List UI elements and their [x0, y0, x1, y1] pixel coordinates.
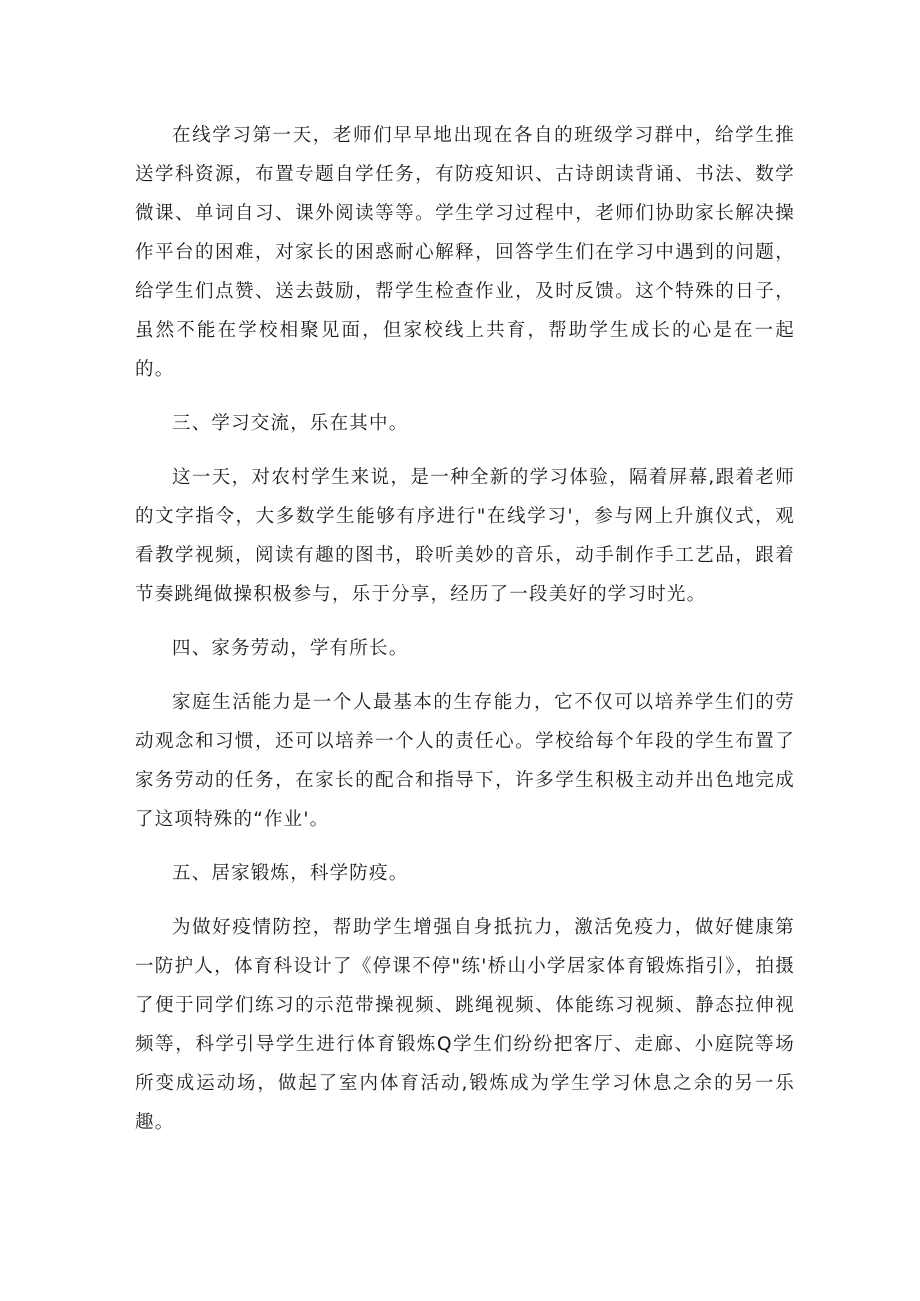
- section-heading-5: 五、居家锻炼，科学防疫。: [172, 863, 409, 884]
- paragraph-home-exercise: 为做好疫情防控，帮助学生增强自身抵抗力，激活免疫力，做好健康第一防护人，体育科设计了《停课不停"练'桥山小学居家体育锻炼指引》，拍摄了便于同学们练习的示范带操视频、跳绳视频、体能练习视频、静态拉伸视频等，科学引导学生进行体育锻炼Q学生们纷纷把客厅、走廊、小庭院等场所变成运动场，做起了室内体育活动,锻炼成为学生学习休息之余的另一乐趣。: [135, 917, 795, 1133]
- section-heading-4: 四、家务劳动，学有所长。: [172, 638, 409, 659]
- paragraph-learning-exchange: 这一天，对农村学生来说，是一种全新的学习体验，隔着屏幕,跟着老师的文字指令，大多数学生能够有序进行"在线学习'，参与网上升旗仪式，观看教学视频，阅读有趣的图书，聆听美妙的音乐，动手制作手工艺品，跟着节奏跳绳做操积极参与，乐于分享，经历了一段美好的学习时光。: [135, 467, 795, 605]
- section-heading-3: 三、学习交流，乐在其中。: [172, 413, 409, 434]
- paragraph-online-learning: 在线学习第一天，老师们早早地出现在各自的班级学习群中，给学生推送学科资源，布置专题自学任务，有防疫知识、古诗朗读背诵、书法、数学微课、单词自习、课外阅读等等。学生学习过程中，老师们协助家长解决操作平台的困难，对家长的困惑耐心解释，回答学生们在学习中遇到的问题，给学生们点赞、送去鼓励，帮学生检查作业，及时反馈。这个特殊的日子，虽然不能在学校相聚见面，但家校线上共育，帮助学生成长的心是在一起的。: [135, 125, 795, 380]
- document-body: [135, 116, 795, 1157]
- paragraph-housework: 家庭生活能力是一个人最基本的生存能力，它不仅可以培养学生们的劳动观念和习惯，还可以培养一个人的责任心。学校给每个年段的学生布置了家务劳动的任务，在家长的配合和指导下，许多学生积极主动并出色地完成了这项特殊的“作业'。: [135, 692, 795, 830]
